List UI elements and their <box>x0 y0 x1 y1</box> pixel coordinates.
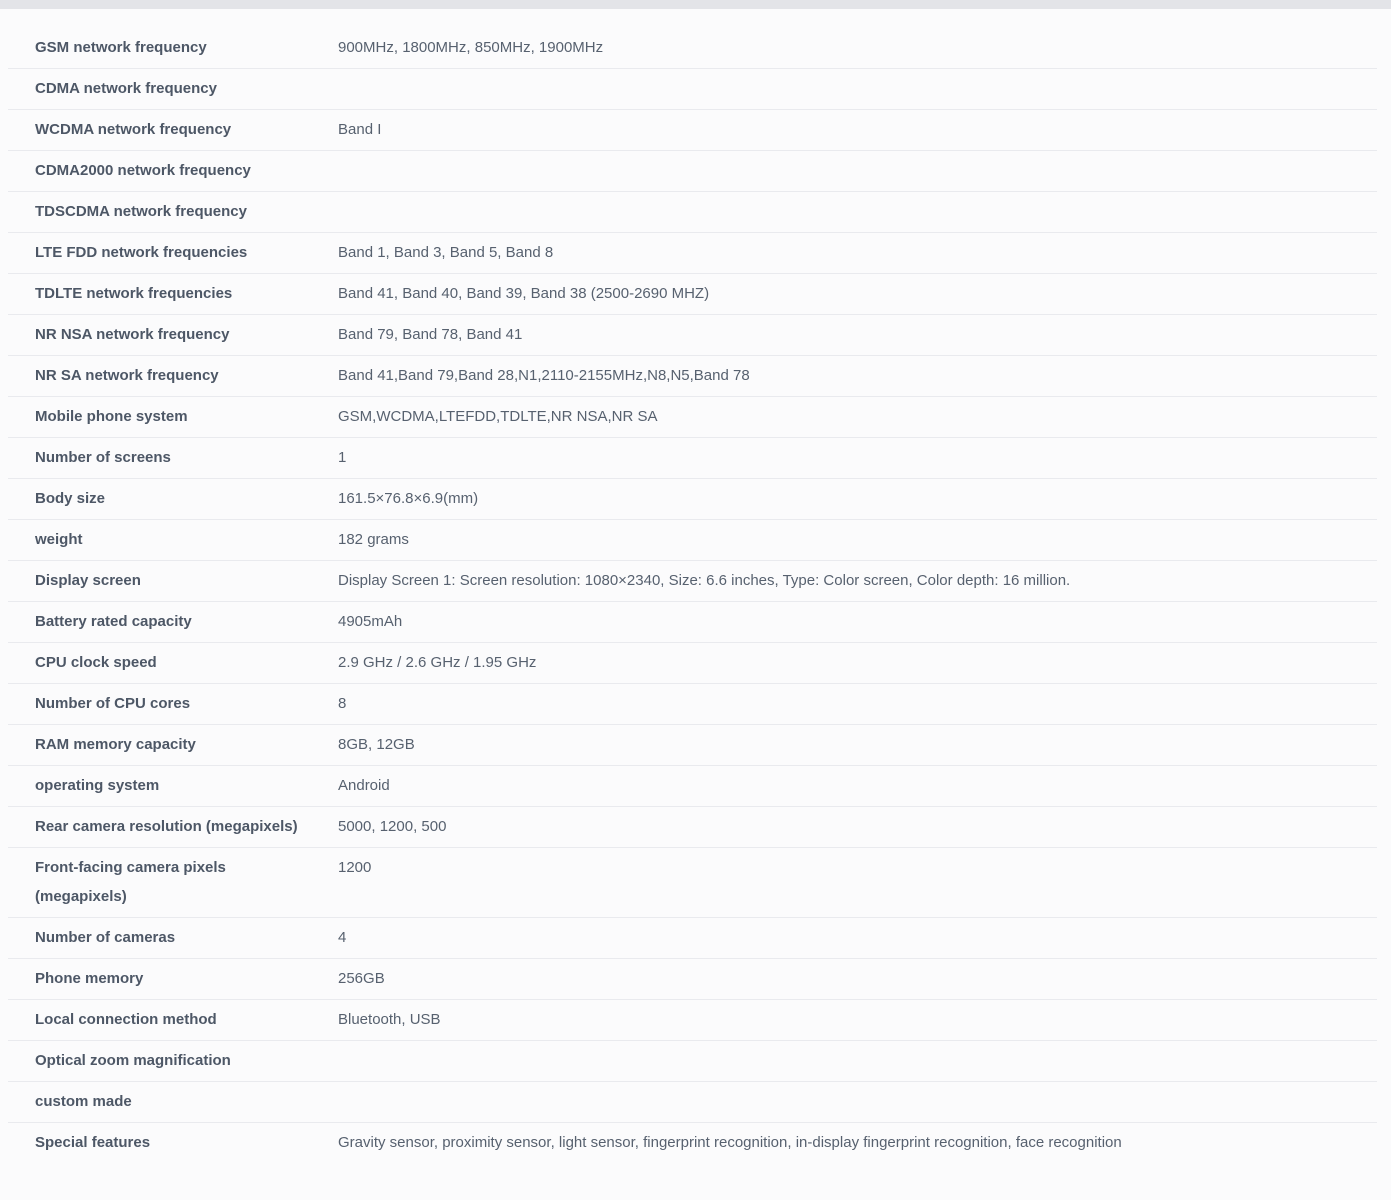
spec-value: Band 79, Band 78, Band 41 <box>338 326 523 343</box>
spec-value: 256GB <box>338 970 385 987</box>
table-row <box>8 1041 1377 1082</box>
spec-label: Local connection method <box>35 1011 217 1028</box>
table-row <box>8 274 1377 315</box>
spec-table <box>8 28 1377 1163</box>
table-row <box>8 192 1377 233</box>
table-row <box>8 1082 1377 1123</box>
table-row <box>8 602 1377 643</box>
spec-label: Phone memory <box>35 970 144 987</box>
table-row <box>8 918 1377 959</box>
spec-value: 8 <box>338 695 347 712</box>
table-row <box>8 561 1377 602</box>
table-row <box>8 959 1377 1000</box>
spec-value: 8GB, 12GB <box>338 736 415 753</box>
spec-label: operating system <box>35 777 160 794</box>
table-row <box>8 1000 1377 1041</box>
table-row <box>8 28 1377 69</box>
spec-label: Body size <box>35 490 106 507</box>
table-row <box>8 69 1377 110</box>
spec-label: Mobile phone system <box>35 408 188 425</box>
spec-value <box>338 1087 1377 1116</box>
table-row <box>8 438 1377 479</box>
spec-label: Number of screens <box>35 449 171 466</box>
spec-value: 1200 <box>338 859 372 876</box>
spec-label: Special features <box>35 1134 151 1151</box>
spec-value <box>338 1046 1377 1075</box>
spec-value: 4 <box>338 929 347 946</box>
spec-value: Band 1, Band 3, Band 5, Band 8 <box>338 244 554 261</box>
spec-value <box>338 74 1377 103</box>
spec-label: custom made <box>35 1093 132 1110</box>
table-row <box>8 397 1377 438</box>
top-strip <box>0 0 1391 9</box>
table-row <box>8 315 1377 356</box>
spec-label: RAM memory capacity <box>35 736 196 753</box>
spec-value: 182 grams <box>338 531 409 548</box>
spec-value: GSM,WCDMA,LTEFDD,TDLTE,NR NSA,NR SA <box>338 408 658 425</box>
table-row <box>8 684 1377 725</box>
spec-label: CDMA2000 network frequency <box>35 162 251 179</box>
table-row <box>8 356 1377 397</box>
table-row <box>8 848 1377 918</box>
table-row <box>8 1123 1377 1163</box>
spec-value: Band 41, Band 40, Band 39, Band 38 (2500-2690 MHZ) <box>338 285 710 302</box>
spec-value: 5000, 1200, 500 <box>338 818 447 835</box>
spec-value: 1 <box>338 449 347 466</box>
spec-value: 161.5×76.8×6.9(mm) <box>338 490 479 507</box>
spec-label: TDLTE network frequencies <box>35 285 233 302</box>
spec-value: Display Screen 1: Screen resolution: 1080×2340, Size: 6.6 inches, Type: Color screen, Color depth: 16 million. <box>338 572 1071 589</box>
spec-label: TDSCDMA network frequency <box>35 203 247 220</box>
table-row <box>8 725 1377 766</box>
spec-value: 2.9 GHz / 2.6 GHz / 1.95 GHz <box>338 654 537 671</box>
spec-value <box>338 156 1377 185</box>
spec-value: Band I <box>338 121 382 138</box>
spec-value: 4905mAh <box>338 613 403 630</box>
spec-label: CPU clock speed <box>35 654 157 671</box>
spec-label: Battery rated capacity <box>35 613 192 630</box>
spec-value: Gravity sensor, proximity sensor, light sensor, fingerprint recognition, in-display fingerprint recognition, face recognition <box>338 1134 1122 1151</box>
spec-value: Band 41,Band 79,Band 28,N1,2110-2155MHz,N8,N5,Band 78 <box>338 367 750 384</box>
spec-label: weight <box>35 531 83 548</box>
spec-label: NR NSA network frequency <box>35 326 230 343</box>
spec-label: Number of cameras <box>35 929 176 946</box>
spec-label: Display screen <box>35 572 141 589</box>
spec-label: WCDMA network frequency <box>35 121 232 138</box>
spec-label: Front-facing camera pixels (megapixels) <box>35 859 226 905</box>
spec-label: Number of CPU cores <box>35 695 191 712</box>
table-row <box>8 110 1377 151</box>
table-row <box>8 807 1377 848</box>
table-row <box>8 520 1377 561</box>
spec-value <box>338 197 1377 226</box>
spec-label: CDMA network frequency <box>35 80 217 97</box>
table-row <box>8 151 1377 192</box>
table-row <box>8 643 1377 684</box>
spec-value: Android <box>338 777 390 794</box>
table-row <box>8 479 1377 520</box>
spec-label: GSM network frequency <box>35 39 207 56</box>
spec-label: Rear camera resolution (megapixels) <box>35 818 298 835</box>
spec-label: NR SA network frequency <box>35 367 219 384</box>
table-row <box>8 233 1377 274</box>
spec-value: Bluetooth, USB <box>338 1011 441 1028</box>
spec-label: Optical zoom magnification <box>35 1052 231 1069</box>
spec-value: 900MHz, 1800MHz, 850MHz, 1900MHz <box>338 39 604 56</box>
spec-label: LTE FDD network frequencies <box>35 244 248 261</box>
table-row <box>8 766 1377 807</box>
